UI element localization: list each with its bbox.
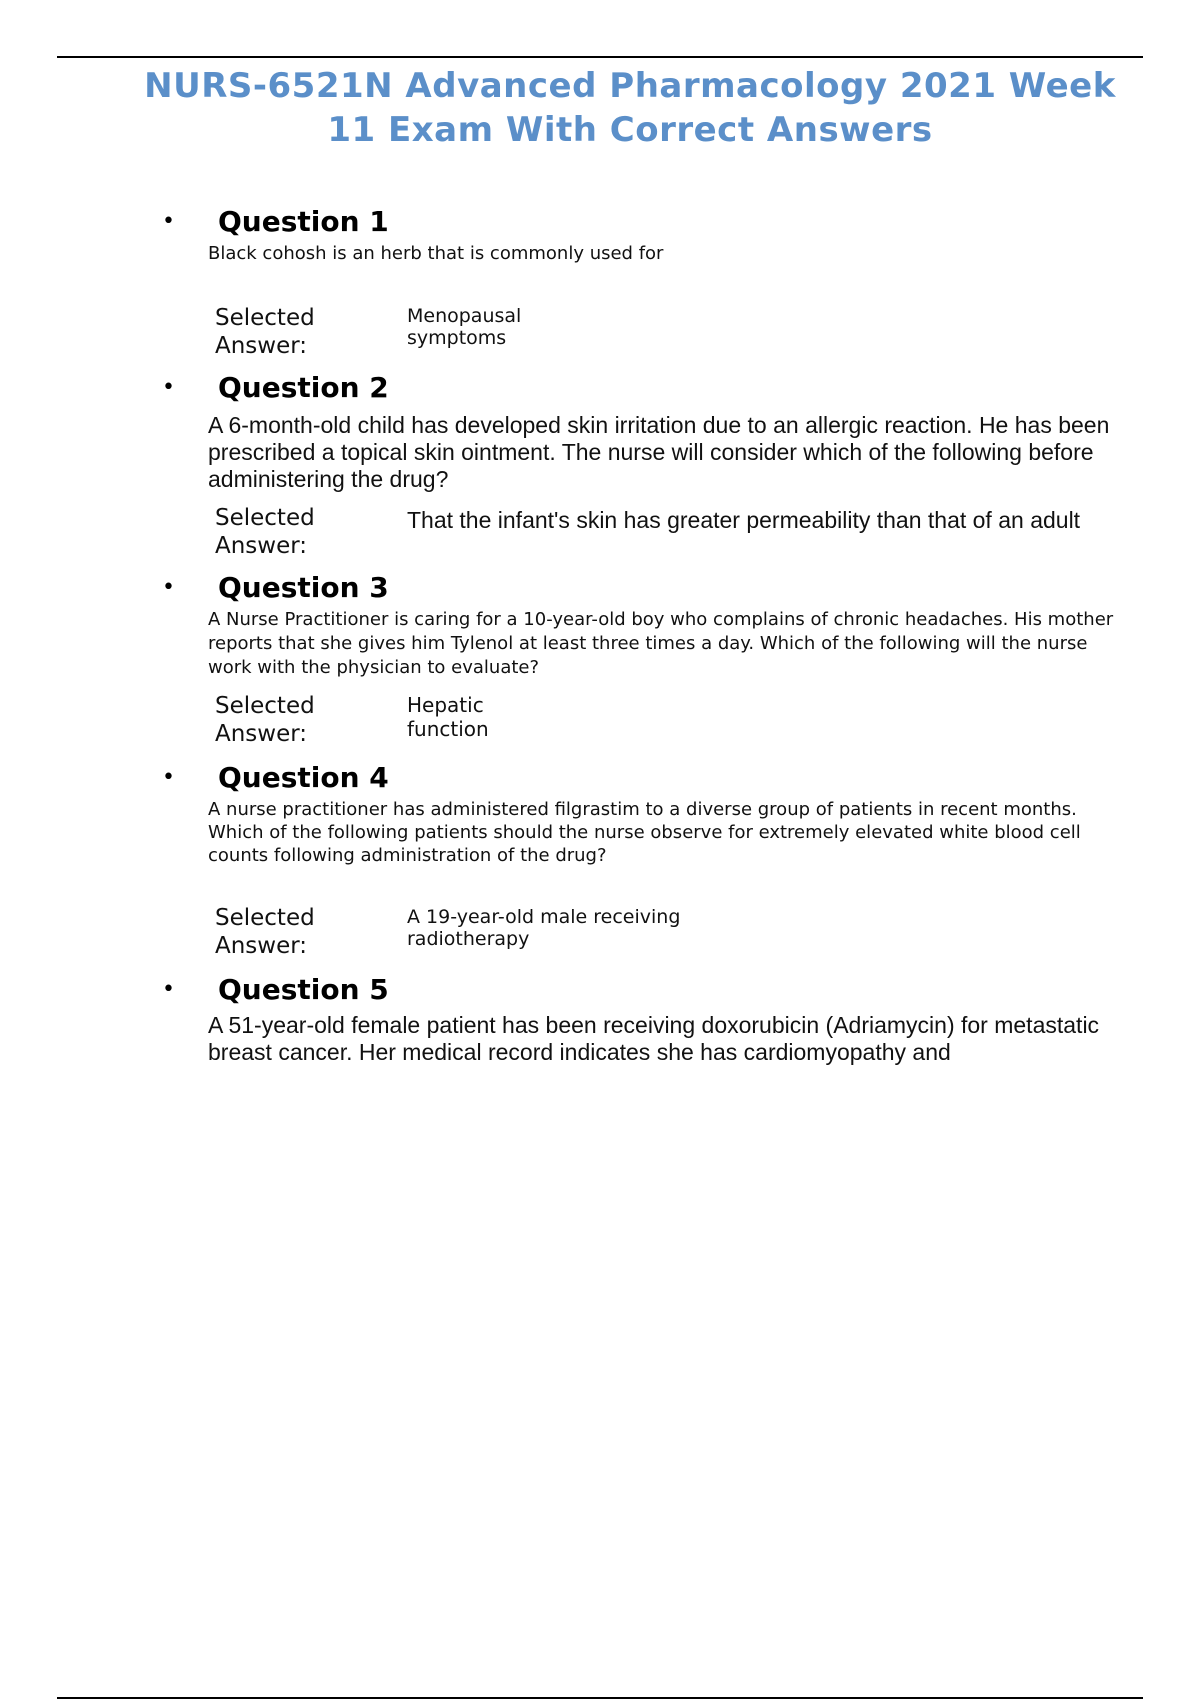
bullet: •	[162, 375, 175, 400]
bullet: •	[162, 575, 175, 600]
bullet: •	[162, 977, 175, 1002]
question-heading: Question 5	[218, 973, 389, 1006]
document-title: NURS-6521N Advanced Pharmacology 2021 Week 11 Exam With Correct Answers	[144, 66, 1116, 150]
selected-answer-value: That the infant's skin has greater permeability than that of an adult	[407, 507, 1081, 533]
question-heading: Question 1	[218, 205, 389, 238]
question-heading: Question 2	[218, 371, 389, 404]
question-heading: Question 4	[218, 761, 389, 794]
bullet: •	[162, 209, 175, 234]
selected-answer-label: Selected Answer:	[215, 905, 315, 959]
top-rule	[57, 56, 1143, 58]
question-text: Black cohosh is an herb that is commonly used for	[208, 243, 664, 264]
selected-answer-label: Selected Answer:	[215, 693, 315, 747]
selected-answer-value: A 19-year-old male receiving radiotherapy	[407, 906, 681, 950]
question-text: A Nurse Practitioner is caring for a 10-year-old boy who complains of chronic headaches. His mother reports that she gives him Tylenol at least three times a day. Which of the following will the nurse work with the physician to evaluate?	[208, 609, 1114, 678]
selected-answer-label: Selected Answer:	[215, 305, 315, 359]
question-heading: Question 3	[218, 571, 389, 604]
question-text: A 51-year-old female patient has been receiving doxorubicin (Adriamycin) for metastatic breast cancer. Her medical record indicates she has cardiomyopathy and	[208, 1012, 1100, 1065]
selected-answer-label: Selected Answer:	[215, 505, 315, 559]
bottom-rule	[57, 1697, 1143, 1699]
question-text: A nurse practitioner has administered filgrastim to a diverse group of patients in recent months. Which of the following patients should the nurse observe for extremely elevated white blood cell counts following administration of the drug?	[208, 799, 1081, 866]
selected-answer-value: Hepatic function	[407, 693, 489, 741]
selected-answer-value: Menopausal symptoms	[407, 305, 522, 349]
question-text: A 6-month-old child has developed skin irritation due to an allergic reaction. He has been prescribed a topical skin ointment. The nurse will consider which of the following before administering the drug?	[208, 412, 1110, 492]
bullet: •	[162, 765, 175, 790]
